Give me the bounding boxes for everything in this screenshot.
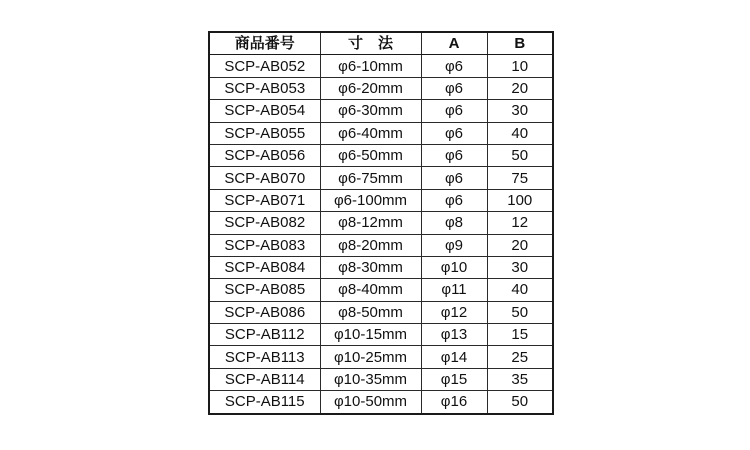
spec-table	[208, 31, 554, 415]
cell-dimension: φ6-40mm	[320, 122, 421, 144]
cell-a: φ6	[421, 77, 487, 99]
cell-a: φ13	[421, 324, 487, 346]
cell-b: 50	[487, 144, 553, 166]
cell-b: 50	[487, 391, 553, 414]
cell-a: φ10	[421, 256, 487, 278]
cell-dimension: φ8-50mm	[320, 301, 421, 323]
cell-a: φ14	[421, 346, 487, 368]
table-row	[209, 122, 553, 144]
cell-dimension: φ8-12mm	[320, 212, 421, 234]
cell-dimension: φ8-20mm	[320, 234, 421, 256]
cell-a: φ6	[421, 122, 487, 144]
cell-b: 100	[487, 189, 553, 211]
cell-part-number: SCP-AB054	[209, 100, 320, 122]
cell-dimension: φ8-40mm	[320, 279, 421, 301]
cell-a: φ11	[421, 279, 487, 301]
cell-part-number: SCP-AB052	[209, 55, 320, 77]
cell-b: 75	[487, 167, 553, 189]
cell-b: 50	[487, 301, 553, 323]
cell-b: 30	[487, 256, 553, 278]
cell-part-number: SCP-AB113	[209, 346, 320, 368]
cell-a: φ6	[421, 55, 487, 77]
table-row	[209, 144, 553, 166]
cell-dimension: φ6-50mm	[320, 144, 421, 166]
cell-part-number: SCP-AB056	[209, 144, 320, 166]
cell-b: 40	[487, 122, 553, 144]
cell-dimension: φ6-100mm	[320, 189, 421, 211]
cell-b: 10	[487, 55, 553, 77]
cell-a: φ6	[421, 100, 487, 122]
cell-dimension: φ8-30mm	[320, 256, 421, 278]
cell-dimension: φ6-75mm	[320, 167, 421, 189]
table-row	[209, 234, 553, 256]
table-row	[209, 391, 553, 414]
table-row	[209, 301, 553, 323]
cell-part-number: SCP-AB070	[209, 167, 320, 189]
cell-dimension: φ6-20mm	[320, 77, 421, 99]
table-row	[209, 346, 553, 368]
table-row	[209, 77, 553, 99]
table-row	[209, 324, 553, 346]
cell-dimension: φ6-30mm	[320, 100, 421, 122]
cell-dimension: φ10-15mm	[320, 324, 421, 346]
cell-part-number: SCP-AB055	[209, 122, 320, 144]
header-dimension: 寸 法	[320, 32, 421, 55]
table-row	[209, 256, 553, 278]
cell-dimension: φ10-50mm	[320, 391, 421, 414]
cell-b: 30	[487, 100, 553, 122]
cell-part-number: SCP-AB085	[209, 279, 320, 301]
cell-part-number: SCP-AB082	[209, 212, 320, 234]
table-row	[209, 279, 553, 301]
cell-part-number: SCP-AB114	[209, 368, 320, 390]
cell-dimension: φ10-25mm	[320, 346, 421, 368]
cell-part-number: SCP-AB115	[209, 391, 320, 414]
table-header	[209, 32, 553, 55]
cell-part-number: SCP-AB053	[209, 77, 320, 99]
cell-b: 20	[487, 234, 553, 256]
cell-dimension: φ10-35mm	[320, 368, 421, 390]
cell-b: 12	[487, 212, 553, 234]
cell-a: φ8	[421, 212, 487, 234]
table-row	[209, 100, 553, 122]
table-row	[209, 368, 553, 390]
cell-part-number: SCP-AB071	[209, 189, 320, 211]
table-row	[209, 189, 553, 211]
cell-b: 25	[487, 346, 553, 368]
cell-a: φ12	[421, 301, 487, 323]
header-a: A	[421, 32, 487, 55]
cell-b: 35	[487, 368, 553, 390]
cell-a: φ16	[421, 391, 487, 414]
cell-a: φ6	[421, 189, 487, 211]
header-part-number: 商品番号	[209, 32, 320, 55]
header-b: B	[487, 32, 553, 55]
cell-part-number: SCP-AB083	[209, 234, 320, 256]
cell-a: φ9	[421, 234, 487, 256]
table-row	[209, 167, 553, 189]
cell-part-number: SCP-AB084	[209, 256, 320, 278]
cell-a: φ6	[421, 144, 487, 166]
cell-a: φ15	[421, 368, 487, 390]
table-row	[209, 212, 553, 234]
cell-b: 15	[487, 324, 553, 346]
cell-b: 40	[487, 279, 553, 301]
cell-b: 20	[487, 77, 553, 99]
cell-a: φ6	[421, 167, 487, 189]
cell-dimension: φ6-10mm	[320, 55, 421, 77]
table-row	[209, 55, 553, 77]
header-row	[209, 32, 553, 55]
table-body	[209, 55, 553, 414]
cell-part-number: SCP-AB086	[209, 301, 320, 323]
cell-part-number: SCP-AB112	[209, 324, 320, 346]
